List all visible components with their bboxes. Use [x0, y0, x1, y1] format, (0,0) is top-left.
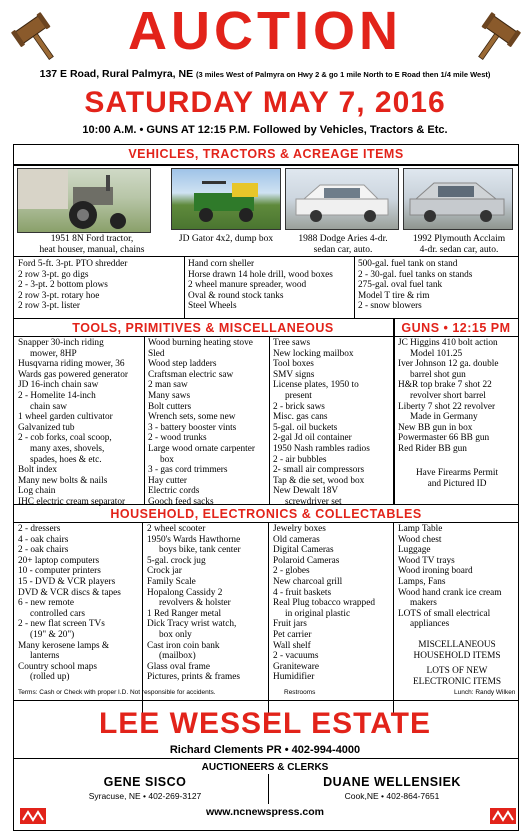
- misc-household-note: MISCELLANEOUS HOUSEHOLD ITEMS: [413, 640, 501, 661]
- website-link[interactable]: www.ncnewspress.com: [205, 806, 325, 818]
- tractor-photo: [17, 168, 151, 233]
- divider: [268, 774, 269, 804]
- lunch-note: Lunch: Randy Wilken: [454, 689, 516, 696]
- vehicles-list-3: 500-gal. fuel tank on stand 2 - 30-gal. fuel tanks on stands 275-gal. oval fuel tank Model T tire & rim 2 - snow blowers: [358, 259, 473, 312]
- auction-title: AUCTION: [128, 1, 402, 61]
- plymouth-photo: [403, 168, 513, 230]
- auctioneers-heading: AUCTIONEERS & CLERKS: [201, 762, 329, 773]
- auction-time: 10:00 A.M. • GUNS AT 12:15 P.M. Followed by Vehicles, Tractors & Etc.: [82, 124, 448, 136]
- auctioneer-1-name: GENE SISCO: [103, 775, 187, 789]
- auctioneer-2-info: Cook,NE • 402-864-7651: [344, 791, 440, 801]
- personal-representative: Richard Clements PR • 402-994-4000: [169, 744, 361, 756]
- gator-caption: JD Gator 4x2, dump box: [178, 234, 274, 244]
- vehicles-list-2: Hand corn sheller Horse drawn 14 hole drill, wood boxes 2 wheel manure spreader, wood Oval & round stock tanks Steel Wheels: [188, 259, 333, 312]
- divider: [393, 523, 394, 713]
- gator-photo: [171, 168, 281, 230]
- divider: [268, 523, 269, 713]
- guns-heading: GUNS • 12:15 PM: [401, 321, 511, 335]
- auction-address: [0, 68, 530, 80]
- divider: [142, 523, 143, 713]
- newspaper-logo-icon: [490, 808, 516, 824]
- dodge-photo: [285, 168, 399, 230]
- terms-note: Terms: Cash or Check with proper I.D. Not responsible for accidents.: [18, 689, 216, 696]
- address-text: 137 E Road, Rural Palmyra, NE: [39, 68, 194, 80]
- dodge-caption: 1988 Dodge Aries 4-dr. sedan car, auto.: [298, 234, 388, 255]
- divider: [13, 336, 519, 337]
- tools-list-3: Tree saws New locking mailbox Tool boxes SMV signs License plates, 1950 to present 2 - brick saws Misc. gas cans 5-gal. oil buckets 2-gal Jd oil container 1950 Nash rambles radios 2 - air bubbles 2- small air compressors Tap & die set, wood box New Dewalt 18V screwdriver set: [273, 338, 370, 507]
- divider: [144, 337, 145, 505]
- divider: [354, 257, 355, 319]
- household-list-4: Lamp Table Wood chest Luggage Wood TV trays Wood ironing board Lamps, Fans Wood hand crank ice cream makers LOTS of small electrical appliances: [398, 524, 502, 630]
- firearms-note: Have Firearms Permit and Pictured ID: [415, 468, 499, 489]
- estate-name: LEE WESSEL ESTATE: [98, 707, 432, 740]
- tools-heading: TOOLS, PRIMITIVES & MISCELLANEOUS: [72, 321, 334, 335]
- directions-text: (3 miles West of Palmyra on Hwy 2 & go 1 mile North to E Road then 1/4 mile West): [196, 70, 491, 79]
- auctioneer-2-name: DUANE WELLENSIEK: [323, 775, 461, 789]
- vehicles-heading: VEHICLES, TRACTORS & ACREAGE ITEMS: [128, 147, 404, 161]
- guns-list: JC Higgins 410 bolt action Model 101.25 Iver Johnson 12 ga. double barrel shot gun H&R top brake 7 shot 22 revolver short barrel Liberty 7 shot 22 revolver Made in Germany New BB gun in box Powermaster 66 BB gun Red Rider BB gun: [398, 338, 499, 454]
- new-electronics-note: LOTS OF NEW ELECTRONIC ITEMS: [412, 666, 502, 687]
- divider: [184, 257, 185, 319]
- restrooms-note: Restrooms: [284, 689, 316, 696]
- household-heading: HOUSEHOLD, ELECTRONICS & COLLECTABLES: [110, 507, 422, 521]
- auction-date: SATURDAY MAY 7, 2016: [84, 86, 446, 119]
- divider: [269, 337, 270, 505]
- divider: [13, 522, 519, 523]
- vehicles-list-1: Ford 5-ft. 3-pt. PTO shredder 2 row 3-pt. go digs 2 - 3-pt. 2 bottom plows 2 row 3-pt. rotary hoe 2 row 3-pt. lister: [18, 259, 128, 312]
- plymouth-caption: 1992 Plymouth Acclaim 4-dr. sedan car, auto.: [412, 234, 506, 255]
- household-list-1: 2 - dressers 4 - oak chairs 2 - oak chairs 20+ laptop computers 10 - computer printers 15 - DVD & VCR players DVD & VCR discs & tapes 6 - new remote controlled cars 2 - new flat screen TVs (19" & 20") Many kerosene lamps & lanterns Country school maps (rolled up): [18, 524, 121, 683]
- household-list-2: 2 wheel scooter 1950's Wards Hawthorne boys bike, tank center 5-gal. crock jug Crock jar Family Scale Hopalong Cassidy 2 revolvers & holster 1 Red Ranger metal Dick Tracy wrist watch, box only Cast iron coin bank (mailbox) Glass oval frame Pictures, prints & frames: [147, 524, 241, 683]
- divider: [13, 256, 519, 257]
- newspaper-logo-icon: [20, 808, 46, 824]
- tools-list-2: Wood burning heating stove Sled Wood step ladders Craftsman electric saw 2 man saw Many saws Bolt cutters Wrench sets, some new 3 - battery booster vints 2 - wood trunks Large wood ornate carpenter box 3 - gas cord trimmers Hay cutter Electric cords Gooch feed sacks: [148, 338, 255, 507]
- tools-list-1: Snapper 30-inch riding mower, 8HP Husqvarna riding mower, 36 Wards gas powered generator JD 16-inch chain saw 2 - Homelite 14-inch chain saw 1 wheel garden cultivator Galvanized tub 2 - cob forks, coal scoop, many axes, shovels, spades, hoes & etc. Bolt index Many new bolts & nails Log chain IHC electric cream separator: [18, 338, 128, 507]
- household-list-3: Jewelry boxes Old cameras Digital Cameras Polaroid Cameras 2 - globes New charcoal grill 4 - fruit baskets Real Plug tobacco wrapped in original plastic Fruit jars Pet carrier Wall shelf 2 - vacuums Graniteware Humidifier: [273, 524, 375, 683]
- auctioneer-1-info: Syracuse, NE • 402-269-3127: [88, 791, 202, 801]
- tractor-caption: 1951 8N Ford tractor, heat houser, manual, chains: [39, 234, 145, 255]
- divider: [13, 164, 519, 166]
- divider: [393, 318, 395, 505]
- divider: [13, 758, 519, 759]
